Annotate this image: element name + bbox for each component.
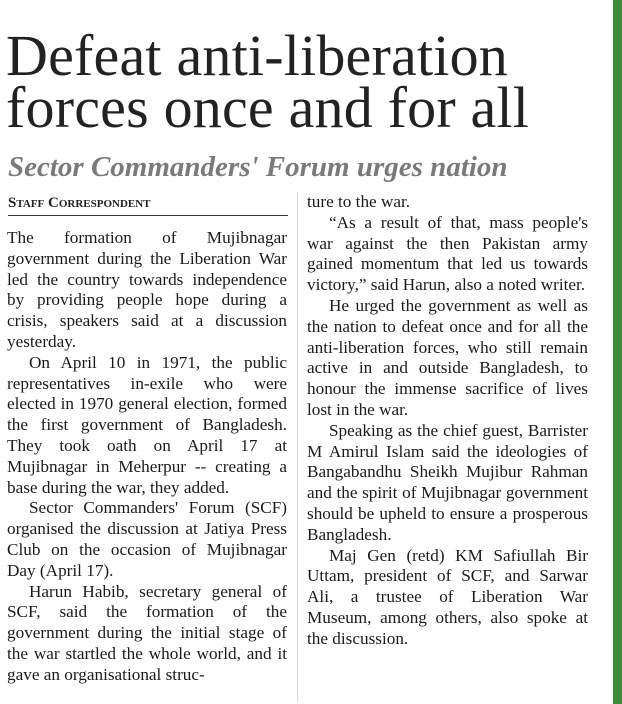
paragraph: “As a result of that, mass people's war against the then Pakistan army gained momentum that led us towards victory,” said Harun, also a noted writer. [307, 212, 588, 295]
paragraph: Speaking as the chief guest, Barrister M Amirul Islam said the ideologies of Bangabandhu Sheikh Mujibur Rahman and the spirit of Mujibnagar government should be upheld to ensure a prosperous Bangladesh. [307, 420, 588, 544]
paragraph: On April 10 in 1971, the public representatives in-exile who were elected in 1970 general election, formed the first government of Bangladesh. They took oath on April 17 at Mujibnagar in Meherpur -- creating a base during the war, they added. [7, 352, 287, 497]
paragraph: He urged the government as well as the nation to defeat once and for all the anti-liberation forces, who still remain active in and outside Bangladesh, to honour the immense sacrifice of lives lost in the war. [307, 295, 588, 419]
paragraph: The formation of Mujibnagar government during the Liberation War led the country towards independence by providing people hope during a crisis, speakers said at a discussion yesterday. [7, 228, 287, 351]
byline: Staff Correspondent [8, 194, 288, 216]
paragraph: Maj Gen (retd) KM Safiullah Bir Uttam, president of SCF, and Sarwar Ali, a trustee of Liberation War Museum, among others, also spoke at the discussion. [307, 545, 588, 648]
right-column [307, 192, 588, 650]
paragraph: Harun Habib, secretary general of SCF, said the formation of the government during the initial stage of the war startled the whole world, and it gave an organisational struc- [7, 581, 287, 684]
headline: Defeat anti-liberation forces once and for all [6, 23, 530, 140]
paragraph: ture to the war. [307, 192, 411, 211]
subheadline: Sector Commanders' Forum urges nation [8, 151, 508, 183]
column-divider [297, 192, 298, 702]
paragraph: Sector Commanders' Forum (SCF) organised the discussion at Jatiya Press Club on the occasion of Mujibnagar Day (April 17). [7, 498, 287, 580]
left-column [7, 228, 287, 686]
page-edge-rule [613, 0, 622, 704]
